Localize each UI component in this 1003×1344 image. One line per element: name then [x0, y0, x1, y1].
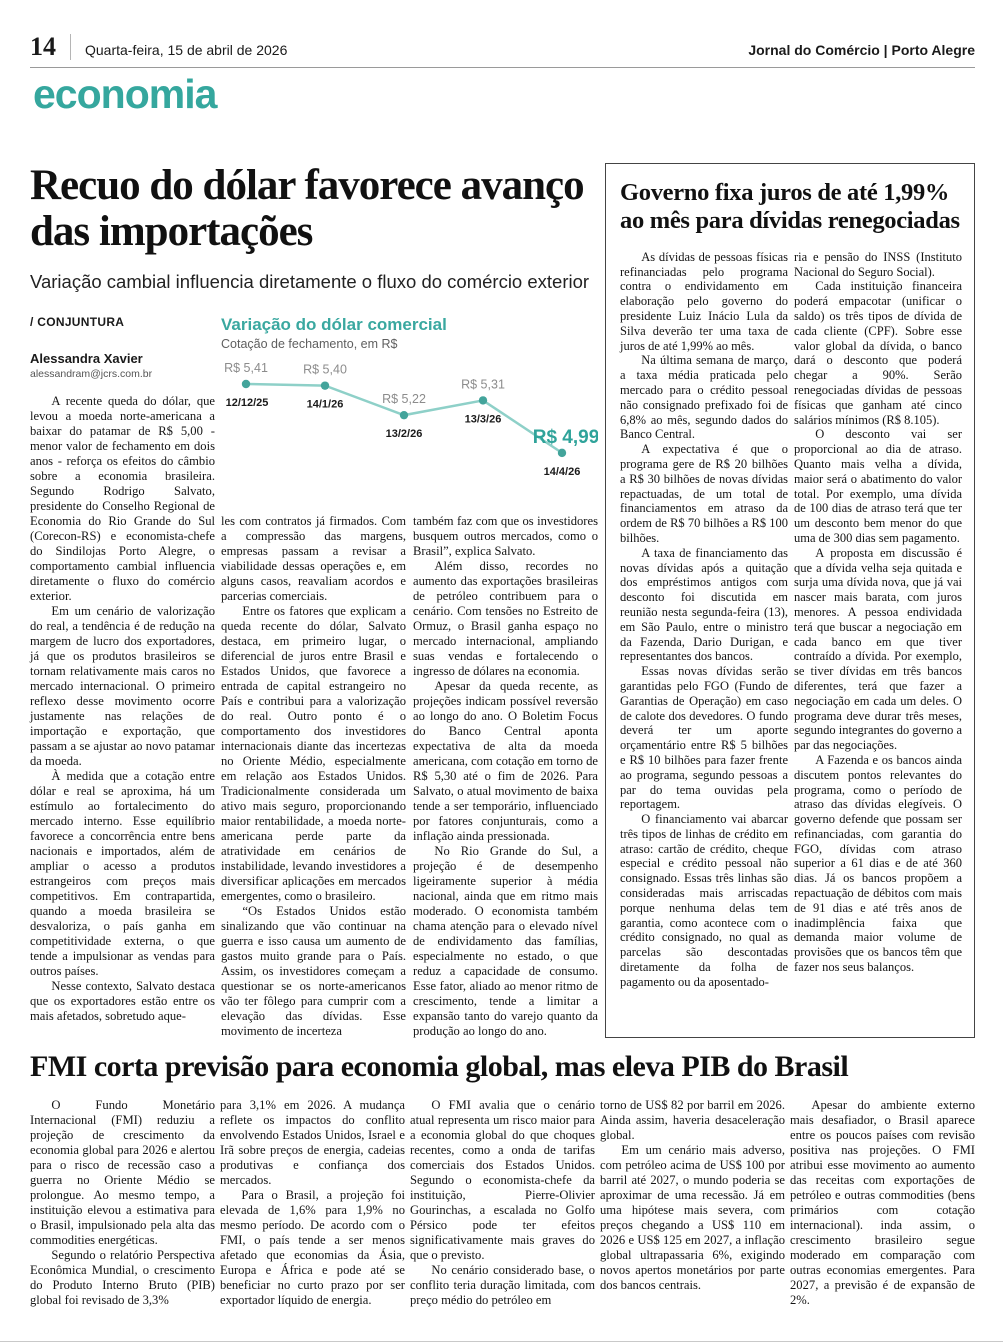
header-divider — [70, 34, 71, 60]
main-columns-2-3 — [221, 500, 598, 1039]
chart-date-label: 14/1/26 — [306, 398, 344, 411]
main-article-body — [30, 315, 598, 1039]
chart-value-label: R$ 5,40 — [303, 362, 347, 377]
dollar-line-chart — [221, 355, 598, 492]
bottom-column-1-text — [30, 1098, 215, 1308]
kicker: / CONJUNTURA — [30, 315, 125, 329]
masthead: Jornal do Comércio | Porto Alegre — [748, 42, 975, 58]
chart-point — [321, 381, 329, 389]
paragraph: À medida que a cotação entre dólar e real se aproxima, há um estímulo ao fortalecimento do mercado interno. Esse equilíbrio favorece a concorrência entre bens nacionais e importados, além de ampliar o acesso a produtos estrangeiros com preços mais competitivos. Em contrapartida, quando a moeda brasileira se desvaloriza, o país ganha em competitividade externa, o que tende a impulsionar as vendas para outros países. — [30, 769, 215, 978]
paragraph: Cada instituição financeira poderá empacotar (unificar o saldo) os três tipos de dívida de cada cliente (CPF). Sobre esse valor global da dívida, o banco dará o desconto que poderá chegar a 90%. Serão renegociadas dívidas de pessoas físicas que ganham até cinco salários mínimos (R$ 8.105). — [794, 279, 962, 427]
box-article-body — [620, 250, 961, 990]
chart-date-label: 13/3/26 — [464, 413, 502, 426]
chart-point — [400, 411, 408, 419]
chart-value-label: R$ 4,99 — [532, 426, 598, 448]
paragraph: “Os Estados Unidos estão sinalizando que vão continuar na guerra e isso causa um aumento de gastos muito grande para o País. Assim, os investidores começam a questionar se os norte-americanos vão ter fôlego para cumprir com a elevação das dívidas. Esse movimento de incerteza — [221, 904, 406, 1038]
page-number: 14 — [30, 32, 56, 61]
chart-date-label: 13/2/26 — [385, 428, 423, 441]
paragraph: ria e pensão do INSS (Instituto Nacional do Seguro Social). — [794, 249, 962, 279]
paragraph: A proposta em discussão é que a dívida velha seja quitada e surja uma dívida nova, que já vai nascer mais barata, com juros menores. A pessoa endividada terá que buscar a negociação em cada banco em que tiver contraído a dívida. Por exemplo, se tiver dívidas em três bancos diferentes, terá que fazer a negociação em cada um deles. O programa deve durar três meses, segundo integrantes do governo a par das negociações. — [794, 545, 963, 753]
chart-block — [221, 315, 598, 1039]
chart-value-label: R$ 5,22 — [382, 392, 426, 407]
chart-subtitle: Cotação de fechamento, em R$ — [221, 337, 398, 351]
chart-value-label: R$ 5,41 — [224, 361, 268, 375]
bottom-article-body — [30, 1098, 975, 1308]
paragraph: A taxa de financiamento das novas dívidas após a quitação dos empréstimos antigos com desconto foi discutida em reunião nesta segunda-feira (13), em São Paulo, entre o ministro da Fazenda, Dario Durigan, e representantes dos bancos. — [620, 545, 788, 664]
paragraph: As dívidas de pessoas físicas refinanciadas pelo programa contra o endividamento em elaboração pelo governo do presidente Luiz Inácio Lula da Silva deverão ter uma taxa de juros de até 1,99% ao mês. — [620, 249, 788, 353]
paragraph: Segundo o relatório Perspectiva Econômica Mundial, o crescimento do Produto Interno Bruto (PIB) global foi revisado de 3,3% — [30, 1248, 215, 1307]
paragraph: Nesse contexto, Salvato destaca que os exportadores estão entre os mais afetados, sobretudo aque- — [30, 979, 215, 1023]
paragraph: No Rio Grande do Sul, a projeção é de desempenho ligeiramente superior à média nacional, ainda que em ritmo mais moderado. O economista também chama atenção para o elevado nível de endividamento das famílias, especialmente no estado, o que reduz a capacidade de consumo. Esse fator, aliado ao menor ritmo de crescimento, tende a limitar a expansão tanto do varejo quanto da produção ao longo do ano. — [413, 844, 598, 1038]
paragraph: O financiamento vai abarcar três tipos de linhas de crédito em atraso: cartão de crédito, cheque especial e crédito pessoal não consignado. Essas três linhas são consideradas mais arriscadas porque nenhuma delas tem garantia, como acontece com o crédito consignado, no qual as parcelas são descontadas diretamente da folha de pagamento ou da aposentado- — [620, 812, 788, 989]
bottom-column-4-text — [600, 1098, 785, 1308]
paragraph: Em um cenário de valorização do real, a tendência é de redução na margem de lucro dos exportadores, já que os produtos brasileiros se tornam relativamente mais caros no mercado internacional. O primeiro reflexo desse movimento ocorre justamente nas relações de importação e exportação, que passam a se ajustar ao novo patamar da moeda. — [30, 604, 215, 768]
byline-author: Alessandra Xavier — [30, 351, 143, 366]
bottom-headline: FMI corta previsão para economia global, mas eleva PIB do Brasil — [30, 1050, 849, 1083]
line-chart-svg — [221, 355, 598, 487]
chart-title: Variação do dólar comercial — [221, 315, 447, 334]
paragraph: torno de US$ 82 por barril em 2026. Ainda assim, haveria desaceleração global. — [600, 1098, 785, 1142]
main-headline: Recuo do dólar favorece avanço das importações — [30, 162, 584, 255]
chart-value-label: R$ 5,31 — [461, 377, 505, 392]
box-column-1-text — [620, 250, 788, 990]
bottom-article — [30, 1050, 975, 1308]
paragraph: O FMI avalia que o cenário atual representa um risco maior para a economia global do que choques recentes, como a onda de tarifas comerciais dos Estados Unidos. Segundo o economista-chefe da instituição, Pierre-Olivier Gourinchas, a escalada no Golfo Pérsico pode ter efeitos significativamente mais graves do que o previsto. — [410, 1098, 595, 1262]
paragraph: Apesar do ambiente externo mais desafiador, o Brasil aparece entre os poucos países com revisão positiva nas projeções. O FMI atribui esse movimento ao aumento das receitas com exportações de petróleo e outras commodities (bens primários com cotação internacional). inda assim, o crescimento brasileiro segue moderado em comparação com outras economias emergentes. Para 2027, a previsão é de expansão de 2%. — [790, 1098, 975, 1307]
box-column-2-text — [794, 250, 962, 990]
paragraph: Além disso, recordes no aumento das exportações brasileiras de petróleo contribuem para o cenário. Com tensões no Estreito de Ormuz, o Brasil ganha espaço no mercado internacional, ampliando suas vendas e fortalecendo o ingresso de dólares na economia. — [413, 559, 598, 678]
paragraph: Para o Brasil, a projeção foi elevada de 1,6% para 1,9% no mesmo período. De acordo com o FMI, o país tende a ser menos afetado que economias da Ásia, Europa e África e pode até se beneficiar no curto prazo por ser exportador líquido de energia. — [220, 1188, 405, 1307]
chart-point — [242, 380, 250, 388]
paragraph: Apesar da queda recente, as projeções indicam possível reversão ao longo do ano. O Boletim Focus do Banco Central aponta expectativa de alta da moeda americana, com cotação em torno de R$ 5,30 até o fim de 2026. Para Salvato, o atual movimento de baixa tende a ser temporário, influenciado por fatores conjunturais, como a inflação ainda pressionada. — [413, 679, 598, 843]
byline-email: alessandram@jcrs.com.br — [30, 368, 153, 380]
paragraph: Em um cenário mais adverso, com petróleo acima de US$ 100 por barril até 2027, o mundo poderia se aproximar de uma recessão. Já em uma hipótese mais severa, com preços chegando a US$ 110 em 2026 e US$ 125 em 2027, a inflação global ultrapassaria 6%, exigindo novos apertos monetários por parte dos bancos centrais. — [600, 1143, 785, 1292]
paragraph: A expectativa é que o programa gere de R$ 20 bilhões a R$ 30 bilhões de novas dívidas repactuadas, de um total de financiamentos em atraso da ordem de R$ 70 bilhões a R$ 100 bilhões. — [620, 442, 788, 545]
main-column-1 — [30, 315, 215, 1039]
bottom-column-5-text — [790, 1098, 975, 1308]
paragraph: também faz com que os investidores busquem outros mercados, como o Brasil”, explica Salvato. — [413, 514, 598, 558]
chart-date-label: 14/4/26 — [543, 465, 581, 478]
paragraph: O desconto vai ser proporcional ao dia de atraso. Quanto mais velha a dívida, maior será o abatimento do valor total. Por exemplo, uma dívida de 100 dias de atraso terá que ter um desconto bem menor do que uma de 300 dias sem pagamento. — [794, 427, 962, 545]
bottom-column-2-text — [220, 1098, 405, 1308]
edition-date: Quarta-feira, 15 de abril de 2026 — [85, 42, 288, 58]
paragraph: Entre os fatores que explicam a queda recente do dólar, Salvato destaca, em primeiro lugar, o diferencial de juros entre Brasil e Estados Unidos, que favorece a entrada de capital estrangeiro no País e contribui para a valorização do real. Outro ponto é o comportamento dos investidores internacionais diante das incertezas no Oriente Médio, especialmente em relação aos Estados Unidos. Tradicionalmente considerada um ativo mais seguro, proporcionando maior rentabilidade, a moeda norte-americana perde parte da atratividade em cenários de instabilidade, levando investidores a diversificar aplicações em mercados emergentes, como o brasileiro. — [221, 604, 406, 903]
paragraph: A recente queda do dólar, que levou a moeda norte-americana a baixar do patamar de R$ 5,00 - menor valor de fechamento em dois anos - reforça os efeitos do câmbio sobre a economia brasileira. Segundo Rodrigo Salvato, presidente do Conselho Regional de Economia do Rio Grande do Sul (Corecon-RS) e economista-chefe do Sindilojas Porto Alegre, o comportamento cambial influencia diretamente o fluxo do comércio exterior. — [30, 394, 215, 603]
section-title: economia — [33, 71, 217, 117]
chart-date-label: 12/12/25 — [225, 397, 269, 409]
box-headline: Governo fixa juros de até 1,99% ao mês para dívidas renegociadas — [620, 179, 960, 235]
main-column-3-text — [413, 514, 598, 1039]
paragraph: No cenário considerado base, o conflito teria duração limitada, com preço médio do petróleo em — [410, 1263, 595, 1307]
paragraph: A Fazenda e os bancos ainda discutem pontos relevantes do programa, como o período de atraso das dívidas elegíveis. O governo defende que possam ser refinanciadas, com garantia do FGO, dívidas com atraso superior a 61 dias e de até 360 dias. Já os bancos propõem a repactuação de débitos com mais de 91 dias e até três anos de inadimplência faixa que demanda maior volume de provisões que os bancos têm que fazer nos seus balanços. — [794, 752, 962, 975]
paragraph: les com contratos já firmados. Com a compressão das margens, empresas passam a revisar a viabilidade dessas operações e, em alguns casos, reavaliam acordos e parcerias comerciais. — [221, 514, 406, 603]
paragraph: Essas novas dívidas serão garantidas pelo FGO (Fundo de Garantias de Operação) em caso de calote dos devedores. O fundo deverá ter um aporte orçamentário entre R$ 5 bilhões e R$ 10 bilhões para fazer frente ao programa, segundo pessoas a par do tema ouvidas pela reportagem. — [620, 664, 788, 812]
chart-point — [479, 396, 487, 404]
paragraph: para 3,1% em 2026. A mudança reflete os impactos do conflito envolvendo Estados Unidos, Israel e Irã sobre preços de energia, cadeias produtivas e confiança dos mercados. — [220, 1098, 405, 1187]
bottom-column-3-text — [410, 1098, 595, 1308]
main-column-1-text — [30, 394, 215, 1024]
main-article — [30, 163, 598, 1039]
page-header — [30, 34, 975, 68]
main-subhead: Variação cambial influencia diretamente o fluxo do comércio exterior — [30, 271, 590, 292]
paragraph: Na última semana de março, a taxa média praticada pelo mercado para o crédito pessoal não consignado prefixado foi de 6,8% ao mês, segundo dados do Banco Central. — [620, 353, 788, 442]
box-article — [605, 163, 975, 1038]
chart-point — [558, 449, 566, 457]
paragraph: O Fundo Monetário Internacional (FMI) reduziu a projeção de crescimento da economia global para 2026 e alertou para o risco de recessão caso a guerra no Oriente Médio se prolongue. Ao mesmo tempo, a instituição elevou a estimativa para o Brasil, impulsionado pela alta das commodities energéticas. — [30, 1098, 215, 1247]
main-column-2-text — [221, 514, 406, 1039]
